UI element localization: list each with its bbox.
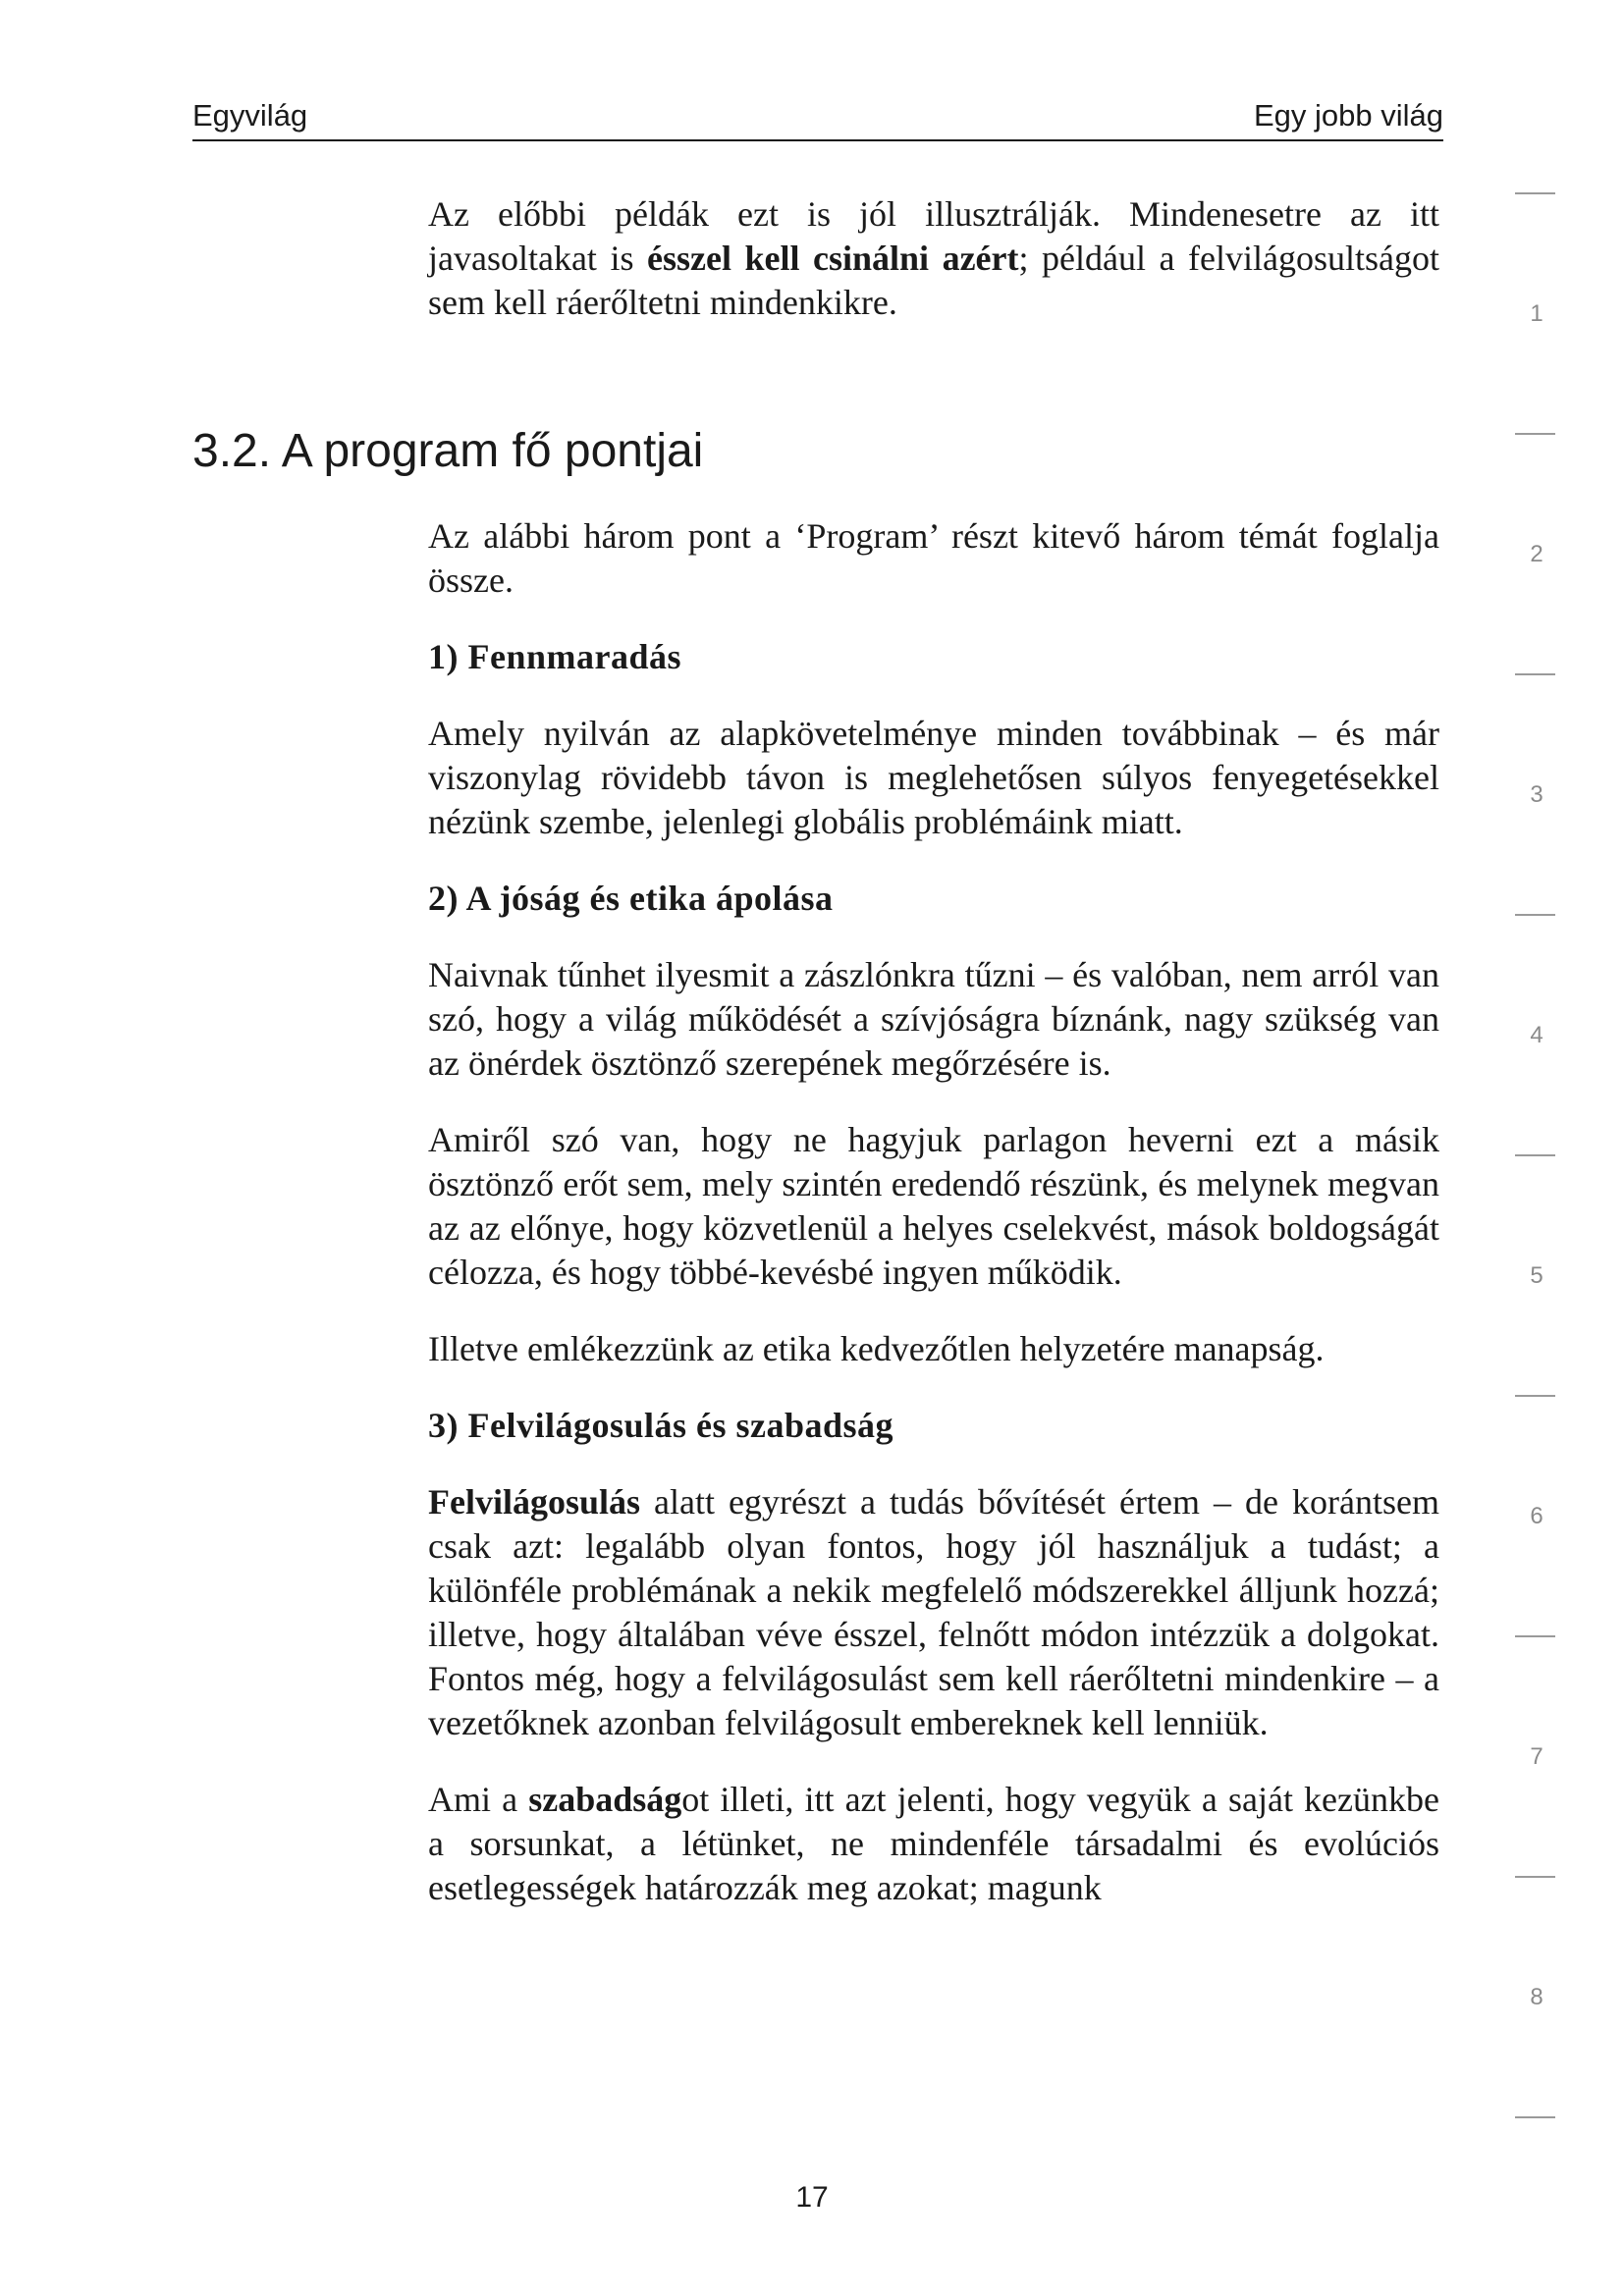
header-book-title: Egyvilág <box>192 98 308 133</box>
margin-divider <box>1515 1154 1555 1156</box>
section-heading: 3.2. A program fő pontjai <box>192 425 704 477</box>
margin-number: 8 <box>1530 1984 1543 2010</box>
paragraph-survival: Amely nyilván az alapkövetelménye minden továbbinak – és már viszonylag rövidebb távon is meglehetősen súlyos fenyegetésekkel nézünk szembe, jelenlegi globális problémáink miatt. <box>428 714 1439 841</box>
margin-divider <box>1515 1635 1555 1637</box>
intro-block <box>428 192 1439 325</box>
page-number: 17 <box>795 2181 829 2214</box>
enlightenment-term: Felvilágosulás <box>428 1482 641 1522</box>
margin-divider <box>1515 433 1555 435</box>
margin-divider <box>1515 673 1555 675</box>
header-chapter-title: Egy jobb világ <box>1253 98 1443 133</box>
freedom-term: szabadság <box>528 1780 682 1819</box>
margin-divider <box>1515 1876 1555 1878</box>
subheading-survival: 1) Fennmaradás <box>428 637 681 676</box>
intro-paragraph: Az előbbi példák ezt is jól illusztrálják. Mindenesetre az itt javasoltakat is ésszel kell csinálni azért; például a felvilágosultságot sem kell ráerőltetni mindenkikre. <box>428 194 1439 322</box>
margin-number: 4 <box>1530 1022 1543 1048</box>
margin-divider <box>1515 2116 1555 2118</box>
intro-emphasis: ésszel kell csinálni azért <box>647 239 1019 278</box>
paragraph-ethics-3: Illetve emlékezzünk az etika kedvezőtlen helyzetére manapság. <box>428 1329 1325 1368</box>
margin-number: 5 <box>1530 1262 1543 1289</box>
margin-number: 2 <box>1530 541 1543 567</box>
margin-divider <box>1515 914 1555 916</box>
paragraph-ethics-1: Naivnak tűnhet ilyesmit a zászlónkra tűzni – és valóban, nem arról van szó, hogy a világ működését a szívjóságra bíznánk, nagy szükség van az önérdek ösztönző szerepének megőrzésére is. <box>428 955 1439 1083</box>
summary-paragraph: Az alábbi három pont a ‘Program’ részt kitevő három témát foglalja össze. <box>428 516 1439 600</box>
margin-divider <box>1515 192 1555 194</box>
running-header <box>192 98 1443 141</box>
margin-number: 7 <box>1530 1743 1543 1770</box>
section-body <box>428 514 1439 1910</box>
subheading-goodness-ethics: 2) A jóság és etika ápolása <box>428 879 834 918</box>
margin-number: 3 <box>1530 781 1543 808</box>
margin-number: 6 <box>1530 1503 1543 1529</box>
margin-number: 1 <box>1530 300 1543 327</box>
paragraph-enlightenment: Felvilágosulás alatt egyrészt a tudás bővítését értem – de korántsem csak azt: legalább olyan fontos, hogy jól használjuk a tudást; a különféle problémának a nekik megfelelő módszerekkel álljunk hozzá; illetve, hogy általában véve ésszel, felnőtt módon intézzük a dolgokat. Fontos még, hogy a felvilágosulást sem kell ráerőltetni mindenkire – a vezetőknek azonban felvilágosult embereknek kell lenniük. <box>428 1482 1439 1742</box>
paragraph-freedom: Ami a szabadságot illeti, itt azt jelenti, hogy vegyük a saját kezünkbe a sorsunkat, a létünket, ne mindenféle társadalmi és evolúciós esetlegességek határozzák meg azokat; magunk <box>428 1780 1439 1907</box>
margin-divider <box>1515 1395 1555 1397</box>
subheading-enlightenment-freedom: 3) Felvilágosulás és szabadság <box>428 1406 894 1445</box>
paragraph-ethics-2: Amiről szó van, hogy ne hagyjuk parlagon heverni ezt a másik ösztönző erőt sem, mely szintén eredendő részünk, és melynek megvan az az előnye, hogy közvetlenül a helyes cselekvést, mások boldogságát célozza, és hogy többé-kevésbé ingyen működik. <box>428 1120 1439 1292</box>
